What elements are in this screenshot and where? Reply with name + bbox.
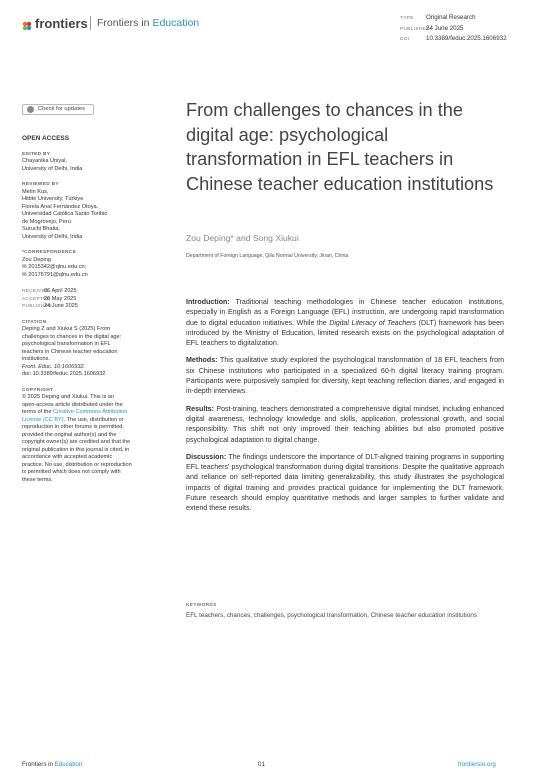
received-label: RECEIVED bbox=[22, 289, 49, 294]
reviewer-line: Fiorela Anaí Fernández Otoya, bbox=[22, 203, 99, 210]
type-value: Original Research bbox=[426, 14, 476, 21]
article-meta bbox=[400, 13, 507, 45]
copyright-line: these terms. bbox=[22, 476, 53, 483]
reviewer-line: Suruchi Bhatia, bbox=[22, 226, 60, 232]
intro-text: Traditional teaching methodologies in Chinese teacher education institutions, especially in English as a Foreign Language (EFL) instruction, are undergoing rapid transformation due to digital education initiatives. While the bbox=[186, 298, 504, 327]
reviewer-line: Metin Kus, bbox=[22, 188, 49, 195]
received-value: 06 April 2025 bbox=[44, 288, 77, 294]
reviewer-line: Universidad Católica Santo Toribio bbox=[22, 211, 108, 217]
correspondence-label: *CORRESPONDENCE bbox=[22, 250, 77, 255]
copyright-label: COPYRIGHT bbox=[22, 387, 54, 393]
citation-label: CITATION bbox=[22, 319, 47, 325]
doi-value[interactable]: 10.3389/feduc.2025.1606932 bbox=[426, 35, 507, 42]
citation-line: challenges to chances in the digital age: bbox=[22, 333, 122, 340]
copyright-fragment: terms of the bbox=[22, 409, 54, 415]
abstract-discussion bbox=[186, 452, 504, 514]
copyright-line: accordance with accepted academic bbox=[22, 454, 113, 460]
journal-title: Education bbox=[152, 17, 200, 29]
journal-prefix: Frontiers in bbox=[97, 17, 150, 29]
email-link[interactable]: ✉ 2015342@qlnu.edu.cn; bbox=[22, 264, 87, 270]
methods-label: Methods: bbox=[186, 356, 218, 365]
results-text: Post-training, teachers demonstrated a comprehensive digital mindset, including enhanced digital awareness, technology knowledge and skills, application, professional growth, and social responsibility. This shift not only improved their teaching abilities but also promoted positive psychological adaptation to digital change. bbox=[186, 404, 504, 444]
editor-line: Chayanika Uniyal, bbox=[22, 158, 68, 164]
footer-journal-name: Education bbox=[54, 761, 83, 768]
citation-line: Deping Z and Xiukui S (2025) From bbox=[22, 326, 110, 332]
article-title: From challenges to chances in the digital age: psychological transformation in EFL teachers in Chinese teacher education institutions bbox=[186, 100, 494, 194]
citation-doi[interactable]: doi: 10.3389/feduc.2025.1606932 bbox=[22, 371, 106, 377]
citation-line: Front. Educ. 10:1606932. bbox=[22, 363, 86, 370]
copyright-line bbox=[22, 409, 162, 417]
discussion-label: Discussion: bbox=[186, 452, 227, 461]
doi-label: DOI bbox=[400, 37, 410, 42]
license-link[interactable]: License (CC BY) bbox=[22, 416, 64, 423]
citation-text bbox=[22, 326, 162, 379]
citation-line: psychological transformation in EFL bbox=[22, 341, 111, 347]
published-label: PUBLISHED bbox=[22, 304, 52, 309]
footer-journal[interactable] bbox=[22, 761, 82, 768]
article-affiliation: Department of Foreign Language, Qilu Normal University, Jinan, China bbox=[186, 253, 349, 259]
type-label: TYPE bbox=[400, 16, 414, 21]
editor-line: University of Delhi, India bbox=[22, 165, 83, 172]
page-number: 01 bbox=[258, 761, 265, 768]
dates bbox=[22, 288, 162, 311]
article-authors[interactable]: Zou Deping* and Song Xiukui bbox=[186, 233, 299, 243]
citation-line: institutions. bbox=[22, 356, 50, 362]
copyright-line bbox=[22, 417, 162, 425]
abstract-results bbox=[186, 404, 504, 445]
published-value: 24 June 2025 bbox=[426, 24, 464, 32]
copyright-line: copyright owner(s) are credited and that the bbox=[22, 439, 131, 445]
copyright-line: reproduction in other forums is permitted, bbox=[22, 424, 124, 430]
accepted-value: 26 May 2025 bbox=[44, 295, 77, 302]
brand-name[interactable]: frontiers bbox=[35, 16, 88, 31]
correspondence-list bbox=[22, 257, 162, 280]
copyright-line: © 2025 Deping and Xiukui. This is an bbox=[22, 394, 115, 400]
footer-journal-prefix: Frontiers in bbox=[22, 761, 53, 768]
intro-text: (DLT) framework has been introduced by the Ministry of Education, limited research exists on the psychological adaptation of EFL teachers to digitalization. bbox=[186, 318, 504, 348]
copyright-line: original publication in this journal is cited, in bbox=[22, 446, 130, 453]
intro-label: Introduction: bbox=[186, 298, 230, 306]
frontiers-logo-icon bbox=[22, 21, 32, 31]
copyright-line: is permitted which does not comply with bbox=[22, 469, 121, 475]
check-updates-button[interactable] bbox=[22, 104, 94, 115]
check-updates-label: Check for updates bbox=[38, 105, 86, 112]
open-access-label: OPEN ACCESS bbox=[22, 135, 70, 142]
copyright-line: provided the original author(s) and the bbox=[22, 431, 117, 438]
reviewer-line: University of Delhi, India bbox=[22, 233, 83, 240]
methods-text: This qualitative study explored the psychological transformation of 18 EFL teachers from six Chinese institutions who participated in a specialized 60-h digital literacy training program. Participants were purposively sampled for diversity, kept teaching reflection diaries, and engaged in in-depth interviews. bbox=[186, 356, 504, 396]
sidebar bbox=[22, 104, 162, 484]
footer-site-link[interactable]: frontiersin.org bbox=[458, 761, 496, 768]
copyright-fragment: . The use, distribution or bbox=[63, 416, 124, 423]
reviewed-by-label: REVIEWED BY bbox=[22, 182, 59, 187]
email-link[interactable]: ✉ 20176791@qlnu.edu.cn bbox=[22, 271, 88, 278]
abstract bbox=[186, 297, 504, 521]
journal-name[interactable] bbox=[90, 16, 199, 30]
discussion-text: The findings underscore the importance of DLT-aligned training programs in supporting EFL teachers' psychological transformation during digital transitions. Despite the qualitative approach and reliance on self-reported data limiting generalizability, this study illustrates the psychological impacts of digital training and provides practical guidance for implementing the DLT framework. Future research should employ quantitative methods and larger samples to further validate and extend these results. bbox=[186, 452, 504, 513]
check-updates-icon bbox=[27, 106, 34, 113]
reviewer-line: de Mogrovejo, Peru bbox=[22, 218, 71, 225]
abstract-methods bbox=[186, 355, 504, 396]
copyright-line: open-access article distributed under the bbox=[22, 401, 123, 408]
edited-by-label: EDITED BY bbox=[22, 151, 51, 157]
accepted-label: ACCEPTED bbox=[22, 296, 51, 302]
copyright-line: practice. No use, distribution or reproduction bbox=[22, 461, 132, 468]
reviewer-line: Hittite University, Türkiye bbox=[22, 196, 84, 202]
keywords: EFL teachers, chances, challenges, psychological transformation, Chinese teacher education institutions bbox=[186, 612, 477, 619]
reviewed-by-list bbox=[22, 189, 162, 242]
intro-italic: Digital Literacy of Teachers bbox=[329, 318, 417, 327]
copyright-text bbox=[22, 394, 162, 484]
keywords-label: KEYWORDS bbox=[186, 603, 217, 608]
published-value: 24 June 2025 bbox=[44, 303, 78, 309]
license-link[interactable]: Creative Commons Attribution bbox=[53, 409, 128, 415]
edited-by-list bbox=[22, 158, 162, 173]
published-label: PUBLISHED bbox=[400, 26, 430, 32]
citation-line: teachers in Chinese teacher education bbox=[22, 348, 118, 355]
correspondence-name: Zou Deping bbox=[22, 256, 51, 263]
abstract-introduction bbox=[186, 297, 504, 348]
results-label: Results: bbox=[186, 404, 214, 413]
